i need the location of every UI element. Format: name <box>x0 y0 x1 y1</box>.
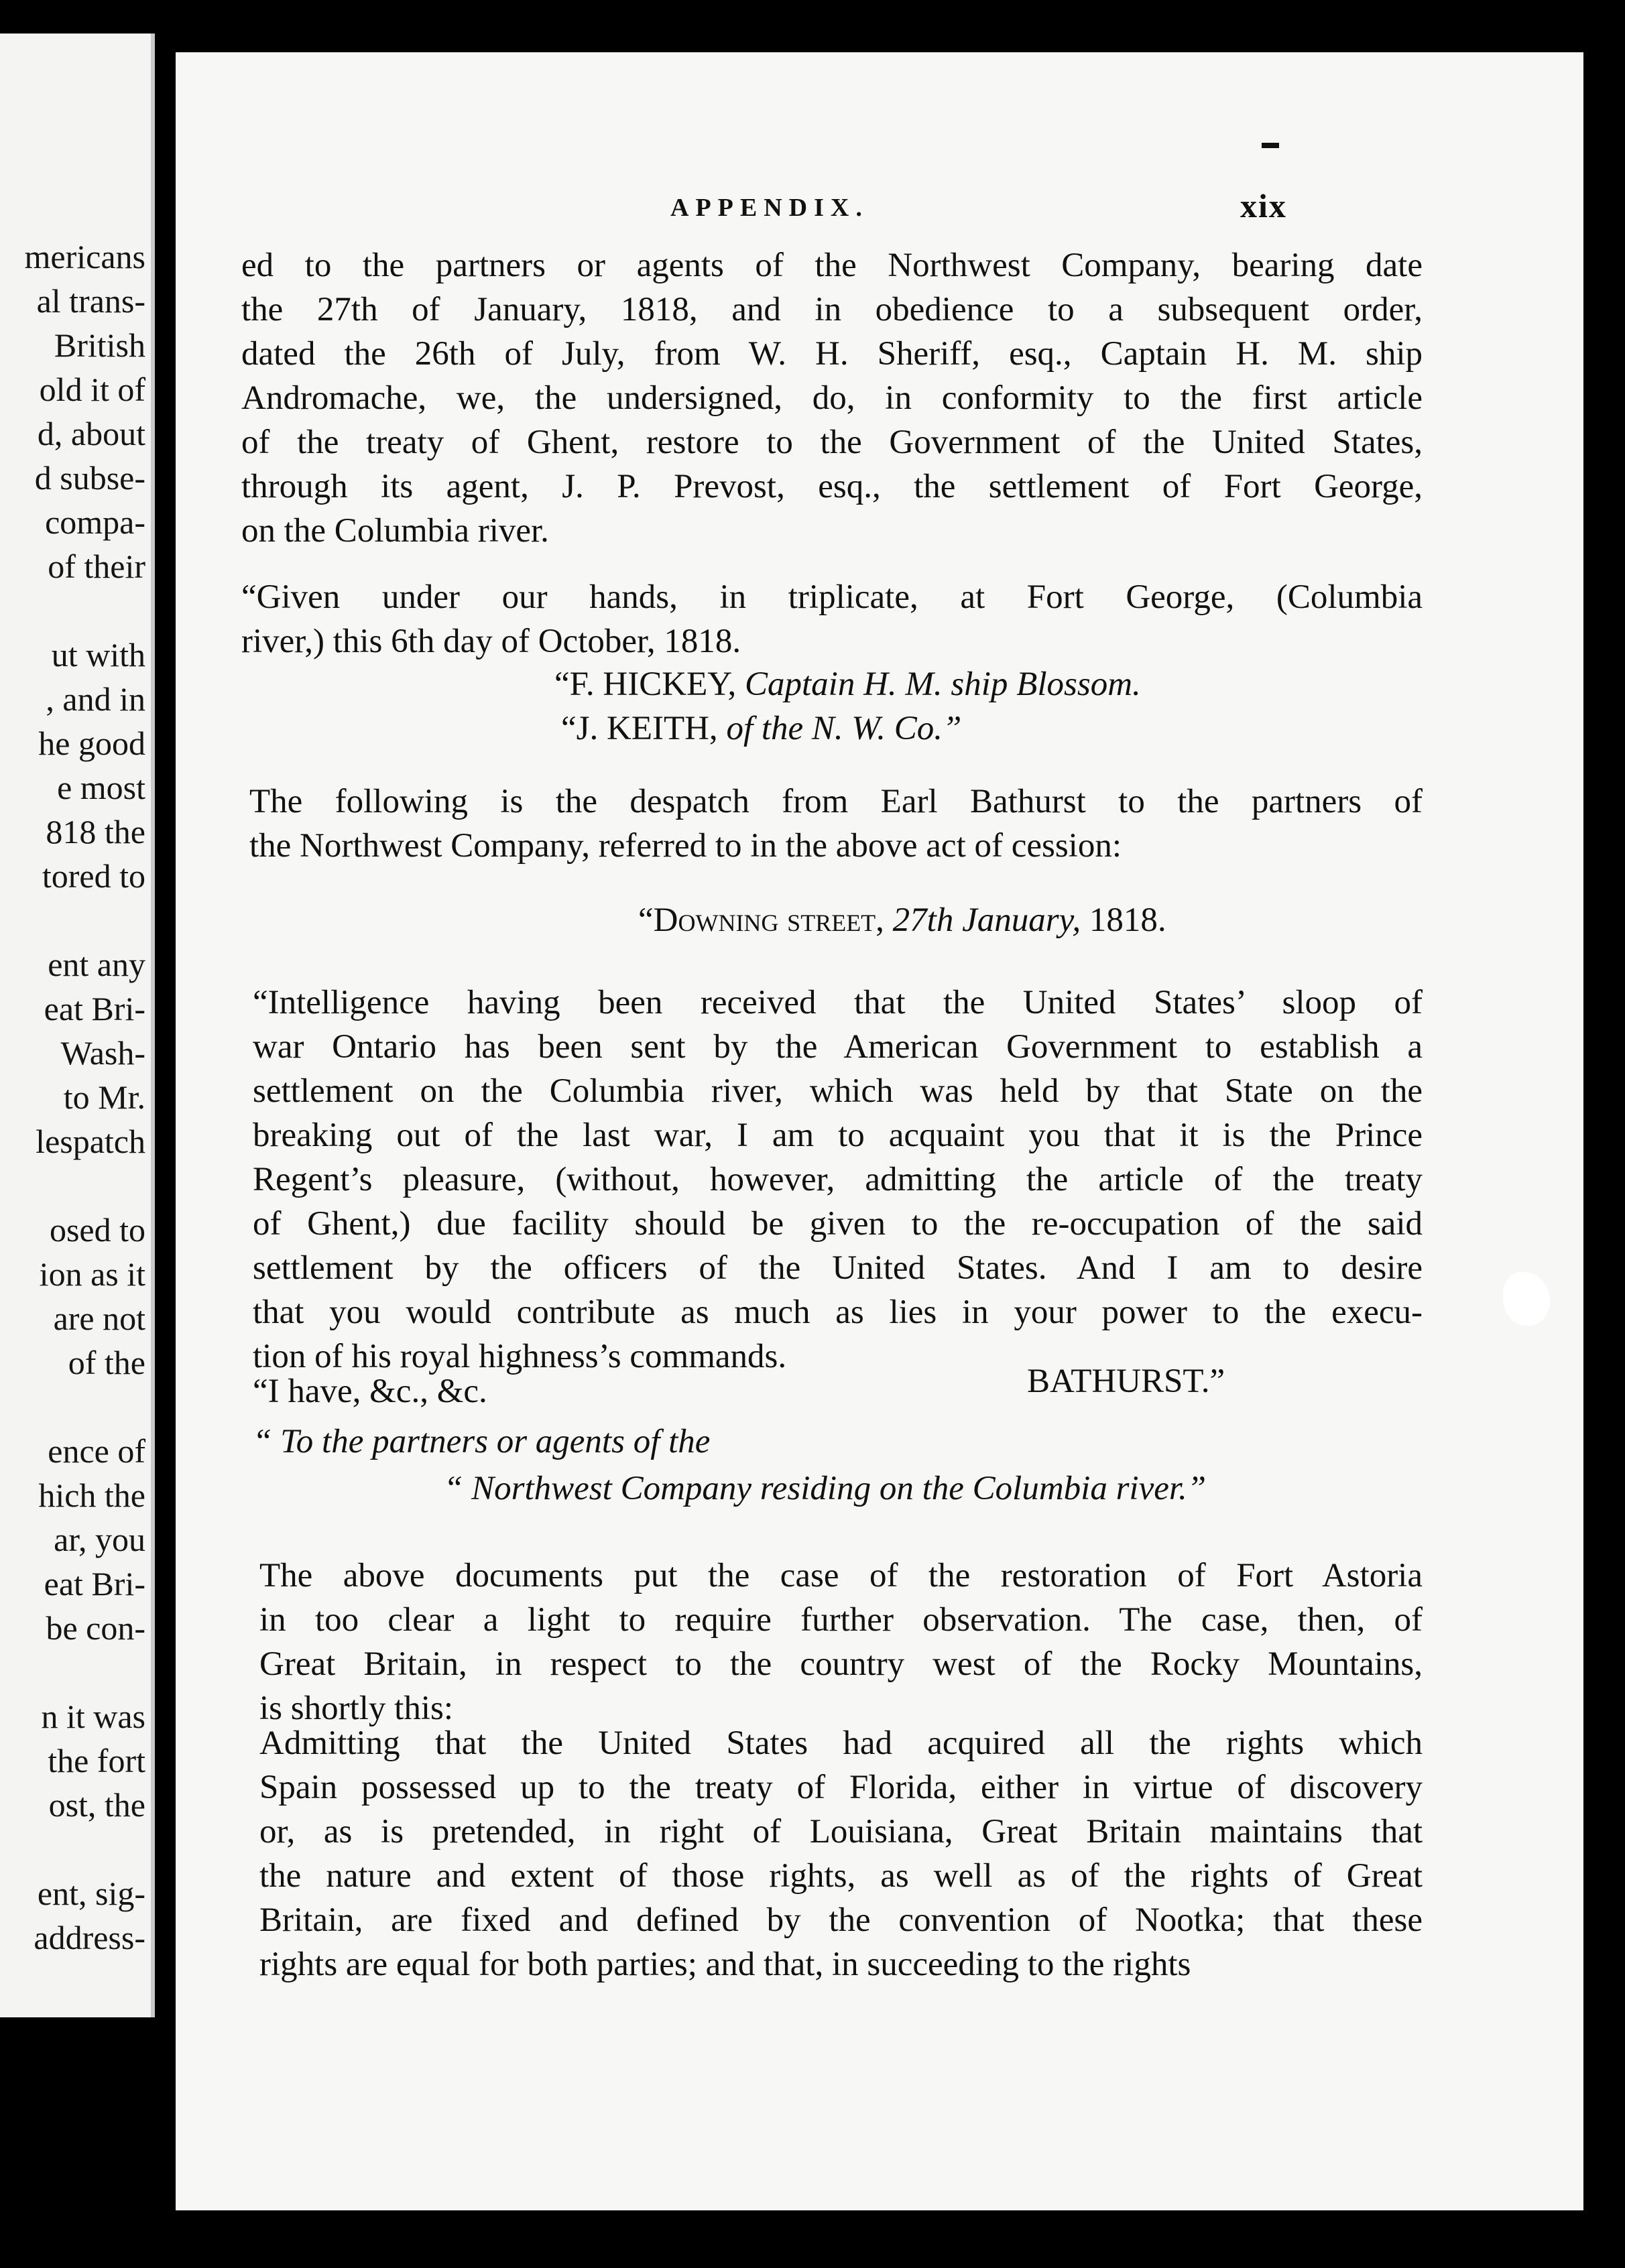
paragraph-line: of the treaty of Ghent, restore to the Government of the United States, <box>241 424 1423 461</box>
facing-page-line: ion as it <box>39 1255 145 1293</box>
facing-page-line: address- <box>34 1919 145 1956</box>
facing-page-line: to Mr. <box>63 1078 145 1116</box>
paragraph-line: Andromache, we, the undersigned, do, in conformity to the first article <box>241 379 1423 417</box>
facing-page-line: ence of <box>48 1432 145 1470</box>
paragraph-line: Great Britain, in respect to the country west of the Rocky Mountains, <box>259 1645 1423 1683</box>
book-page <box>176 52 1583 2210</box>
signature-keith <box>561 706 961 751</box>
paragraph-line: dated the 26th of July, from W. H. Sheriff, esq., Captain H. M. ship <box>241 335 1423 373</box>
address-line: “ To the partners or agents of the <box>253 1423 711 1460</box>
facing-page-line: eat Bri- <box>44 990 145 1027</box>
paragraph-line: settlement on the Columbia river, which was held by that State on the <box>253 1072 1423 1110</box>
facing-page-line: 818 the <box>46 813 145 850</box>
facing-page-line: lespatch <box>36 1123 145 1160</box>
facing-page-line: be con- <box>46 1609 145 1647</box>
dateline-date: 27th January, <box>892 901 1081 939</box>
facing-page-line: d subse- <box>34 459 145 497</box>
paper-stain <box>1503 1272 1550 1326</box>
facing-page-line: ent, sig- <box>37 1875 145 1912</box>
facing-page-line: the fort <box>48 1742 145 1779</box>
closing-salutation: “I have, &c., &c. <box>253 1373 487 1410</box>
paragraph-line: is shortly this: <box>259 1690 454 1727</box>
signature-hickey <box>554 662 1141 706</box>
header-dash <box>1262 143 1279 148</box>
facing-page-line: old it of <box>39 371 145 408</box>
paragraph-line: or, as is pretended, in right of Louisiana, Great Britain maintains that <box>259 1813 1423 1850</box>
facing-page-line: ut with <box>51 636 145 674</box>
paragraph-line: The following is the despatch from Earl Bathurst to the partners of <box>249 783 1423 820</box>
address-line: “ Northwest Company residing on the Columbia river.” <box>444 1470 1207 1507</box>
signature-keith-name: “J. KEITH, <box>561 710 718 747</box>
facing-page-line: of the <box>68 1344 145 1381</box>
paragraph-line: “Given under our hands, in triplicate, at Fort George, (Columbia <box>241 578 1423 616</box>
facing-page-line: d, about <box>37 415 145 452</box>
paragraph-line: Spain possessed up to the treaty of Florida, either in virtue of discovery <box>259 1769 1423 1806</box>
facing-page-line: osed to <box>49 1211 145 1249</box>
paragraph-line: on the Columbia river. <box>241 512 549 550</box>
dateline-place: “Downing street, <box>638 901 884 939</box>
facing-page-line: eat Bri- <box>44 1565 145 1602</box>
paragraph-line: Admitting that the United States had acquired all the rights which <box>259 1724 1423 1762</box>
paragraph-line: breaking out of the last war, I am to acquaint you that it is the Prince <box>253 1117 1423 1154</box>
facing-page-line: e most <box>57 769 145 806</box>
page-header <box>176 187 1583 240</box>
paragraph-line: Britain, are fixed and defined by the convention of Nootka; that these <box>259 1901 1423 1939</box>
paragraph-line: Regent’s pleasure, (without, however, admitting the article of the treaty <box>253 1161 1423 1198</box>
facing-page-line: n it was <box>41 1698 145 1735</box>
facing-page-line: Wash- <box>60 1034 145 1072</box>
paragraph-line: of Ghent,) due facility should be given to the re-occupation of the said <box>253 1205 1423 1243</box>
page-number: xix <box>1240 187 1287 225</box>
paragraph-line: that you would contribute as much as lies in your power to the execu- <box>253 1294 1423 1331</box>
running-head: APPENDIX. <box>670 194 869 222</box>
paragraph-line: ed to the partners or agents of the Northwest Company, bearing date <box>241 247 1423 284</box>
paragraph-line: war Ontario has been sent by the American Government to establish a <box>253 1028 1423 1066</box>
facing-page-line: of their <box>48 548 145 585</box>
facing-page-line: compa- <box>45 503 145 541</box>
paragraph-line: the 27th of January, 1818, and in obedience to a subsequent order, <box>241 291 1423 328</box>
facing-page-line: ar, you <box>54 1521 145 1558</box>
paragraph-line: settlement by the officers of the United States. And I am to desire <box>253 1249 1423 1287</box>
paragraph-line: rights are equal for both parties; and that, in succeeding to the rights <box>259 1946 1191 1983</box>
facing-page-line: hich the <box>38 1476 145 1514</box>
facing-page-line: ent any <box>48 946 145 983</box>
signature-hickey-name: “F. HICKEY, <box>554 666 737 703</box>
paragraph-line: river,) this 6th day of October, 1818. <box>241 623 741 660</box>
paragraph-line: tion of his royal highness’s commands. <box>253 1338 787 1375</box>
paragraph-line: The above documents put the case of the restoration of Fort Astoria <box>259 1557 1423 1594</box>
paragraph-line: in too clear a light to require further observation. The case, then, of <box>259 1601 1423 1639</box>
paragraph-line: the nature and extent of those rights, as well as of the rights of Great <box>259 1857 1423 1895</box>
facing-page-line: ost, the <box>48 1786 145 1824</box>
facing-page-line: mericans <box>24 238 145 275</box>
dateline-year: 1818. <box>1089 901 1166 939</box>
facing-page-fragment <box>0 34 155 2017</box>
facing-page-line: tored to <box>42 857 145 895</box>
facing-page-line: British <box>54 326 145 364</box>
facing-page-line: al trans- <box>36 282 145 320</box>
signature-keith-title: of the N. W. Co.” <box>726 710 962 747</box>
facing-page-line: he good <box>38 724 145 762</box>
facing-page-line: are not <box>53 1300 145 1337</box>
paragraph-line: “Intelligence having been received that the United States’ sloop of <box>253 984 1423 1021</box>
signature-hickey-title: Captain H. M. ship Blossom. <box>745 666 1141 703</box>
paragraph-line: the Northwest Company, referred to in the above act of cession: <box>249 827 1122 865</box>
paragraph-line: through its agent, J. P. Prevost, esq., the settlement of Fort George, <box>241 468 1423 505</box>
dateline <box>638 898 1166 942</box>
facing-page-line: , and in <box>46 680 145 718</box>
closing-signature: BATHURST.” <box>1027 1363 1225 1400</box>
